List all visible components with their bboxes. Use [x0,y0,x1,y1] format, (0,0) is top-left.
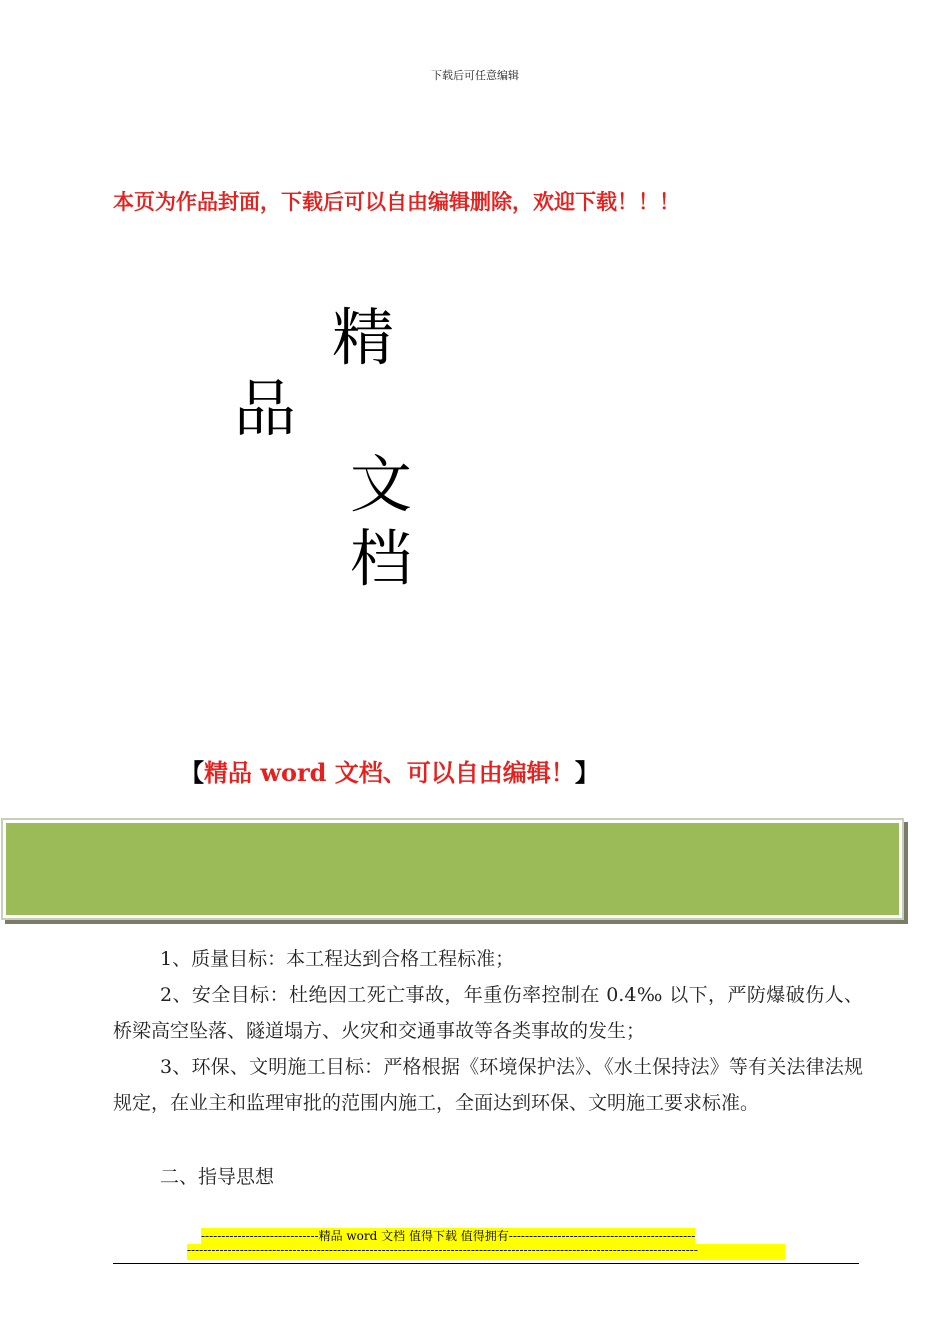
quality-target-item: 1、质量目标：本工程达到合格工程标准； [160,948,515,970]
footer-rule [113,1263,859,1264]
cover-title-char-3: 文 [350,448,413,521]
environment-target-item: 3、环保、文明施工目标：严格根据《环境保护法》、《水土保持法》等有关法律法规规定，在业主和监理审批的范围内施工，全面达到环保、文明施工要求标准。 [113,1056,863,1114]
cover-title-char-4: 档 [350,522,413,595]
cover-notice: 本页为作品封面，下载后可以自由编辑删除，欢迎下载！！！ [113,190,680,214]
green-cover-box [3,820,902,918]
footer-promo-line: -----------------------------精品 word 文档 值得下载 值得拥有---------------------------------------------- [201,1229,696,1243]
page-header-note: 下载后可任意编辑 [431,69,519,82]
banner-close-bracket: 】 [574,758,599,787]
cover-title-char-2: 品 [234,372,297,445]
safety-target-item: 2、安全目标：杜绝因工死亡事故，年重伤率控制在 0.4‰ 以下，严防爆破伤人、桥梁高空坠落、隧道塌方、火灾和交通事故等各类事故的发生； [113,984,863,1042]
footer-dash-line: ------------------------------------------------------------------------------------------------------------------------------ [187,1244,785,1260]
editable-banner [180,753,599,788]
banner-open-bracket: 【 [180,758,204,787]
cover-title-char-1: 精 [332,301,395,374]
section-heading-2: 二、指导思想 [160,1166,275,1188]
banner-text: 精品 word 文档、可以自由编辑！ [204,758,575,787]
